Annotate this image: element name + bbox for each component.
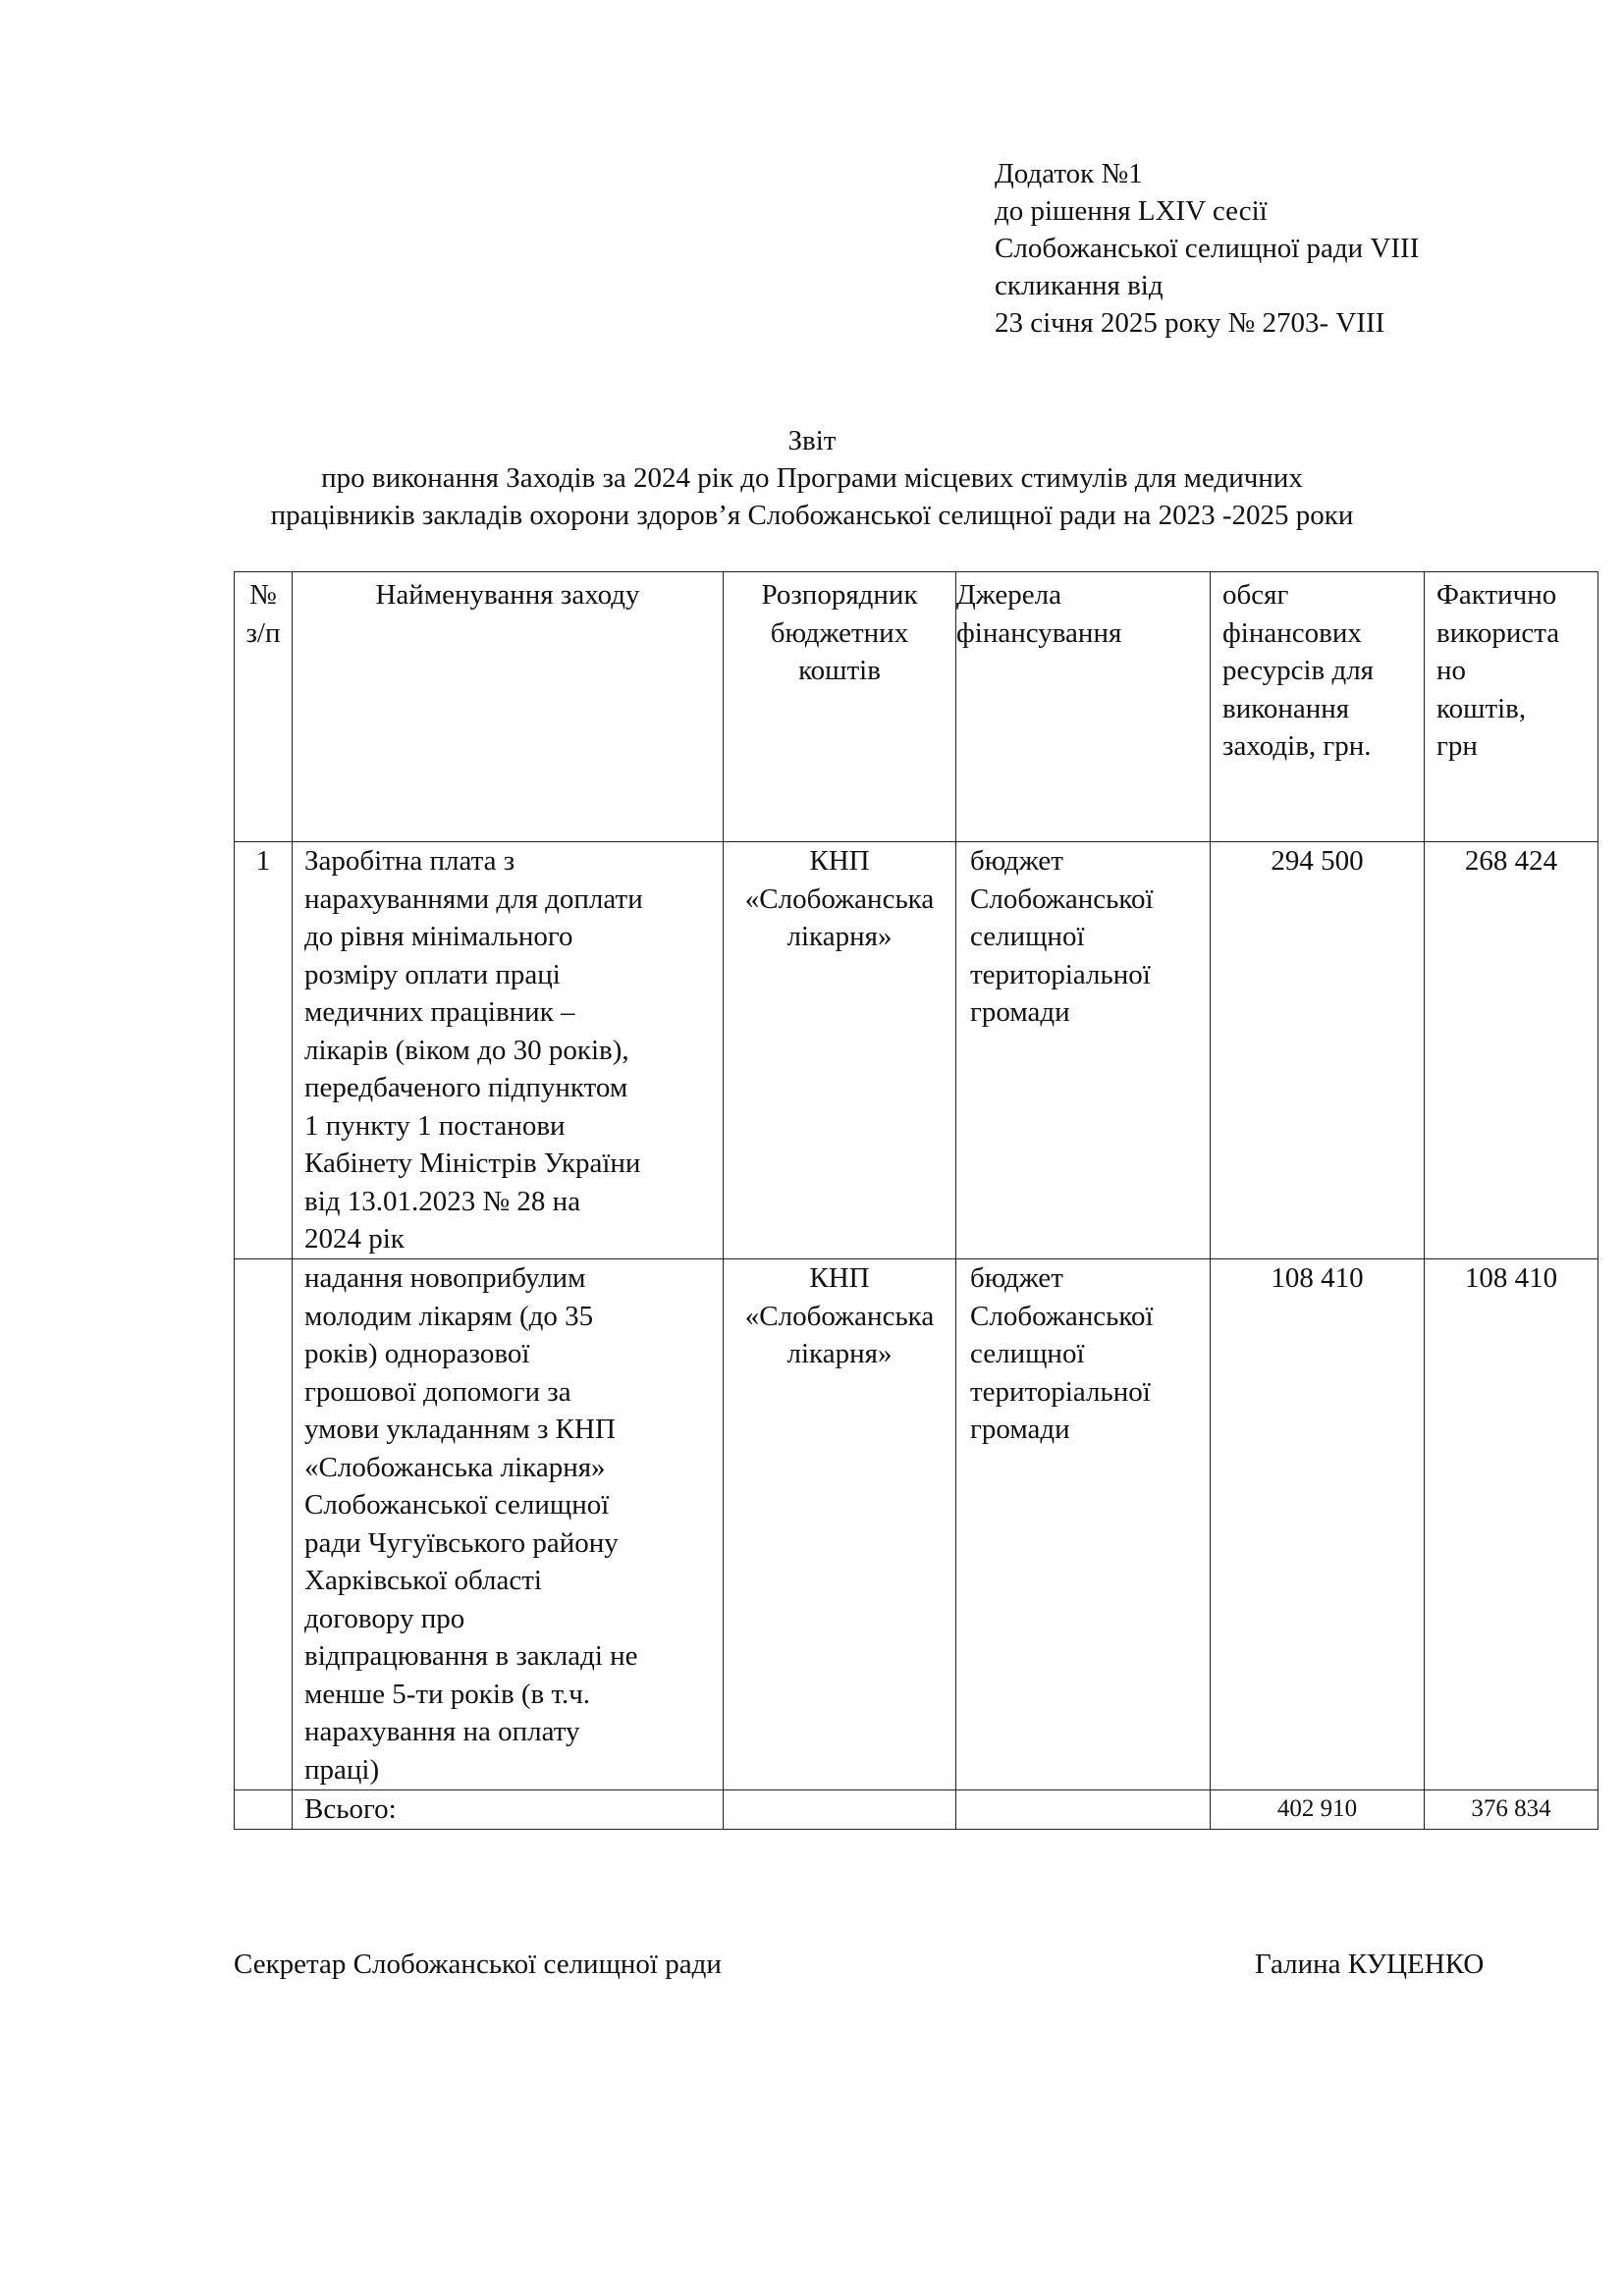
header-source: Джерела фінансування xyxy=(956,572,1211,842)
header-num: № з/п xyxy=(235,572,293,842)
report-title xyxy=(0,422,1624,534)
total-num-empty xyxy=(235,1790,293,1830)
title-line: про виконання Заходів за 2024 рік до Програми місцевих стимулів для медичних xyxy=(321,462,1303,494)
total-source-empty xyxy=(956,1790,1211,1830)
row-source: бюджет Слобожанської селищної територіальної громади xyxy=(956,1259,1211,1790)
table-total-row xyxy=(235,1790,1598,1830)
header-manager: Розпорядник бюджетних коштів xyxy=(724,572,956,842)
annex-line: Слобожанської селищної ради VIII xyxy=(995,233,1420,264)
annex-line: скликання від xyxy=(995,270,1164,301)
total-label: Всього: xyxy=(293,1790,724,1830)
row-manager: КНП «Слобожанська лікарня» xyxy=(724,842,956,1259)
row-actual: 268 424 xyxy=(1425,842,1598,1259)
table-row xyxy=(235,842,1598,1259)
row-volume: 294 500 xyxy=(1211,842,1425,1259)
total-volume: 402 910 xyxy=(1211,1790,1425,1830)
header-name: Найменування заходу xyxy=(293,572,724,842)
title-line: Звіт xyxy=(787,425,837,456)
total-actual: 376 834 xyxy=(1425,1790,1598,1830)
total-manager-empty xyxy=(724,1790,956,1830)
row-manager: КНП «Слобожанська лікарня» xyxy=(724,1259,956,1790)
signature-position: Секретар Слобожанської селищної ради xyxy=(234,1949,722,1980)
annex-line: Додаток №1 xyxy=(995,158,1143,189)
title-line: працівників закладів охорони здоров’я Слобожанської селищної ради на 2023 -2025 роки xyxy=(270,500,1354,531)
annex-line: 23 січня 2025 року № 2703- VIII xyxy=(995,307,1385,339)
header-actual: Фактично використа но коштів, грн xyxy=(1425,572,1598,842)
signature-name: Галина КУЦЕНКО xyxy=(1255,1949,1485,1980)
table-row xyxy=(235,1259,1598,1790)
annex-line: до рішення LXIV сесії xyxy=(995,195,1268,227)
annex-block xyxy=(995,155,1419,342)
header-volume: обсяг фінансових ресурсів для виконання заходів, грн. xyxy=(1211,572,1425,842)
row-actual: 108 410 xyxy=(1425,1259,1598,1790)
row-num xyxy=(235,1259,293,1790)
row-name: Заробітна плата з нарахуваннями для доплати до рівня мінімального розміру оплати праці медичних працівник – лікарів (віком до 30 років), передбаченого підпунктом 1 пункту 1 постанови Кабінету Міністрів України від 13.01.2023 № 28 на 2024 рік xyxy=(293,842,724,1259)
row-source: бюджет Слобожанської селищної територіальної громади xyxy=(956,842,1211,1259)
table-header-row xyxy=(235,572,1598,842)
row-num: 1 xyxy=(235,842,293,1259)
report-table xyxy=(234,571,1598,1830)
row-volume: 108 410 xyxy=(1211,1259,1425,1790)
row-name: надання новоприбулим молодим лікарям (до 35 років) одноразової грошової допомоги за умови укладанням з КНП «Слобожанська лікарня» Слобожанської селищної ради Чугуївського району Харківської області договору про відпрацювання в закладі не менше 5-ти років (в т.ч. нарахування на оплату праці) xyxy=(293,1259,724,1790)
